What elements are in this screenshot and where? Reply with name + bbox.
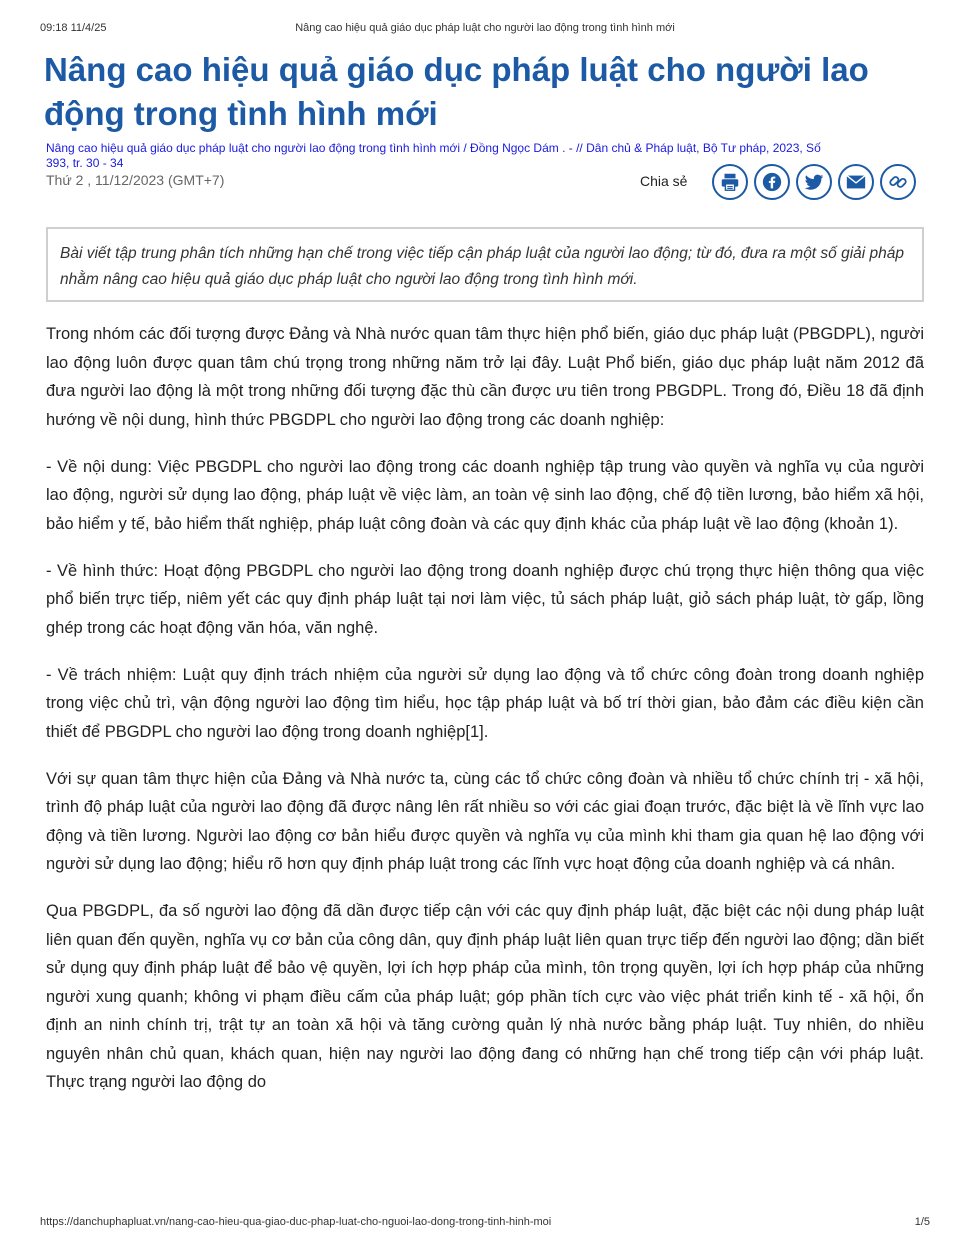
body-paragraph: Với sự quan tâm thực hiện của Đảng và Nhà nước ta, cùng các tổ chức công đoàn và nhiều tổ chức chính trị - xã hội, trình độ pháp luật của người lao động đã được nâng lên rất nhiều so với các giai đoạn trước, đặc biệt là về lĩnh vực lao động và tiền lương. Người lao động cơ bản hiểu được quyền và nghĩa vụ của mình khi tham gia quan hệ lao động với người sử dụng lao động; hiểu rõ hơn quy định pháp luật trong các lĩnh vực hoạt động của doanh nghiệp và cá nhân. bbox=[46, 769, 924, 873]
print-icon bbox=[719, 171, 741, 193]
body-paragraph: - Về nội dung: Việc PBGDPL cho người lao động trong các doanh nghiệp tập trung vào quyền và nghĩa vụ của người lao động, người sử dụng lao động, pháp luật về việc làm, an toàn vệ sinh lao động, chế độ tiền lương, bảo hiểm xã hội, bảo hiểm y tế, bảo hiểm thất nghiệp, pháp luật công đoàn và các quy định khác của pháp luật về lao động (khoản 1). bbox=[46, 457, 924, 533]
copy-link-button[interactable] bbox=[880, 164, 916, 200]
article-body bbox=[46, 320, 924, 1115]
article-summary: Bài viết tập trung phân tích những hạn chế trong việc tiếp cận pháp luật của người lao động; từ đó, đưa ra một số giải pháp nhằm nâng cao hiệu quả giáo dục pháp luật cho người lao động trong tình hình mới. bbox=[46, 227, 924, 302]
facebook-share-button[interactable] bbox=[754, 164, 790, 200]
print-button[interactable] bbox=[712, 164, 748, 200]
link-icon bbox=[887, 171, 909, 193]
print-datetime: 09:18 11/4/25 bbox=[40, 22, 107, 34]
body-paragraph: - Về trách nhiệm: Luật quy định trách nhiệm của người sử dụng lao động và tổ chức công đoàn trong doanh nghiệp trong việc chủ trì, vận động người lao động tìm hiểu, học tập pháp luật và bố trí thời gian, bảo đảm các điều kiện cần thiết để PBGDPL cho người lao động trong doanh nghiệp[1]. bbox=[46, 665, 924, 741]
publish-date: Thứ 2 , 11/12/2023 (GMT+7) bbox=[46, 172, 225, 188]
print-header bbox=[40, 22, 930, 38]
page-number: 1/5 bbox=[914, 1216, 930, 1228]
twitter-share-button[interactable] bbox=[796, 164, 832, 200]
citation-line-2[interactable]: 393, tr. 30 - 34 bbox=[46, 156, 124, 170]
print-page-title: Nâng cao hiệu quả giáo dục pháp luật cho người lao động trong tình hình mới bbox=[295, 22, 675, 34]
email-icon bbox=[845, 171, 867, 193]
body-paragraph: - Về hình thức: Hoạt động PBGDPL cho người lao động trong doanh nghiệp được chú trọng thực hiện thông qua việc phổ biến trực tiếp, niêm yết các quy định pháp luật tại nơi làm việc, tủ sách pháp luật, giỏ sách pháp luật, tờ gấp, lồng ghép trong các hoạt động văn hóa, văn nghệ. bbox=[46, 561, 924, 637]
article-title: Nâng cao hiệu quả giáo dục pháp luật cho người lao động trong tình hình mới bbox=[44, 51, 869, 132]
page-url: https://danchuphapluat.vn/nang-cao-hieu-qua-giao-duc-phap-luat-cho-nguoi-lao-dong-trong-tinh-hinh-moi bbox=[40, 1216, 552, 1228]
body-paragraph: Qua PBGDPL, đa số người lao động đã dần được tiếp cận với các quy định pháp luật, đặc biệt các nội dung pháp luật liên quan đến quyền, nghĩa vụ cơ bản của công dân, quy định pháp luật liên quan trực tiếp đến người lao động; dần biết sử dụng quy định pháp luật để bảo vệ quyền, lợi ích hợp pháp của mình, tôn trọng quyền, lợi ích hợp pháp của những người xung quanh; không vi phạm điều cấm của pháp luật; góp phần tích cực vào việc phát triển kinh tế - xã hội, ổn định an ninh chính trị, trật tự an toàn xã hội và tăng cường quản lý nhà nước bằng pháp luật. Tuy nhiên, do nhiều nguyên nhân chủ quan, khách quan, hiện nay người lao động đang có những hạn chế trong tiếp cận với pháp luật. Thực trạng người lao động do bbox=[46, 902, 924, 1091]
body-paragraph: Trong nhóm các đối tượng được Đảng và Nhà nước quan tâm thực hiện phổ biến, giáo dục pháp luật (PBGDPL), người lao động luôn được quan tâm chú trọng trong những năm trở lại đây. Luật Phổ biến, giáo dục pháp luật năm 2012 đã đưa người lao động là một trong những đối tượng đặc thù cần được ưu tiên trong PBGDPL. Trong đó, Điều 18 đã định hướng về nội dung, hình thức PBGDPL cho người lao động trong các doanh nghiệp: bbox=[46, 325, 924, 429]
share-bar bbox=[640, 164, 930, 200]
share-label: Chia sẻ bbox=[640, 173, 688, 189]
twitter-icon bbox=[803, 171, 825, 193]
email-share-button[interactable] bbox=[838, 164, 874, 200]
facebook-icon bbox=[761, 171, 783, 193]
print-footer bbox=[40, 1216, 930, 1232]
citation-line-1[interactable]: Nâng cao hiệu quả giáo dục pháp luật cho người lao động trong tình hình mới / Đồng Ngọc Dám . - // Dân chủ & Pháp luật, Bộ Tư pháp, 2023, Số bbox=[46, 141, 821, 155]
